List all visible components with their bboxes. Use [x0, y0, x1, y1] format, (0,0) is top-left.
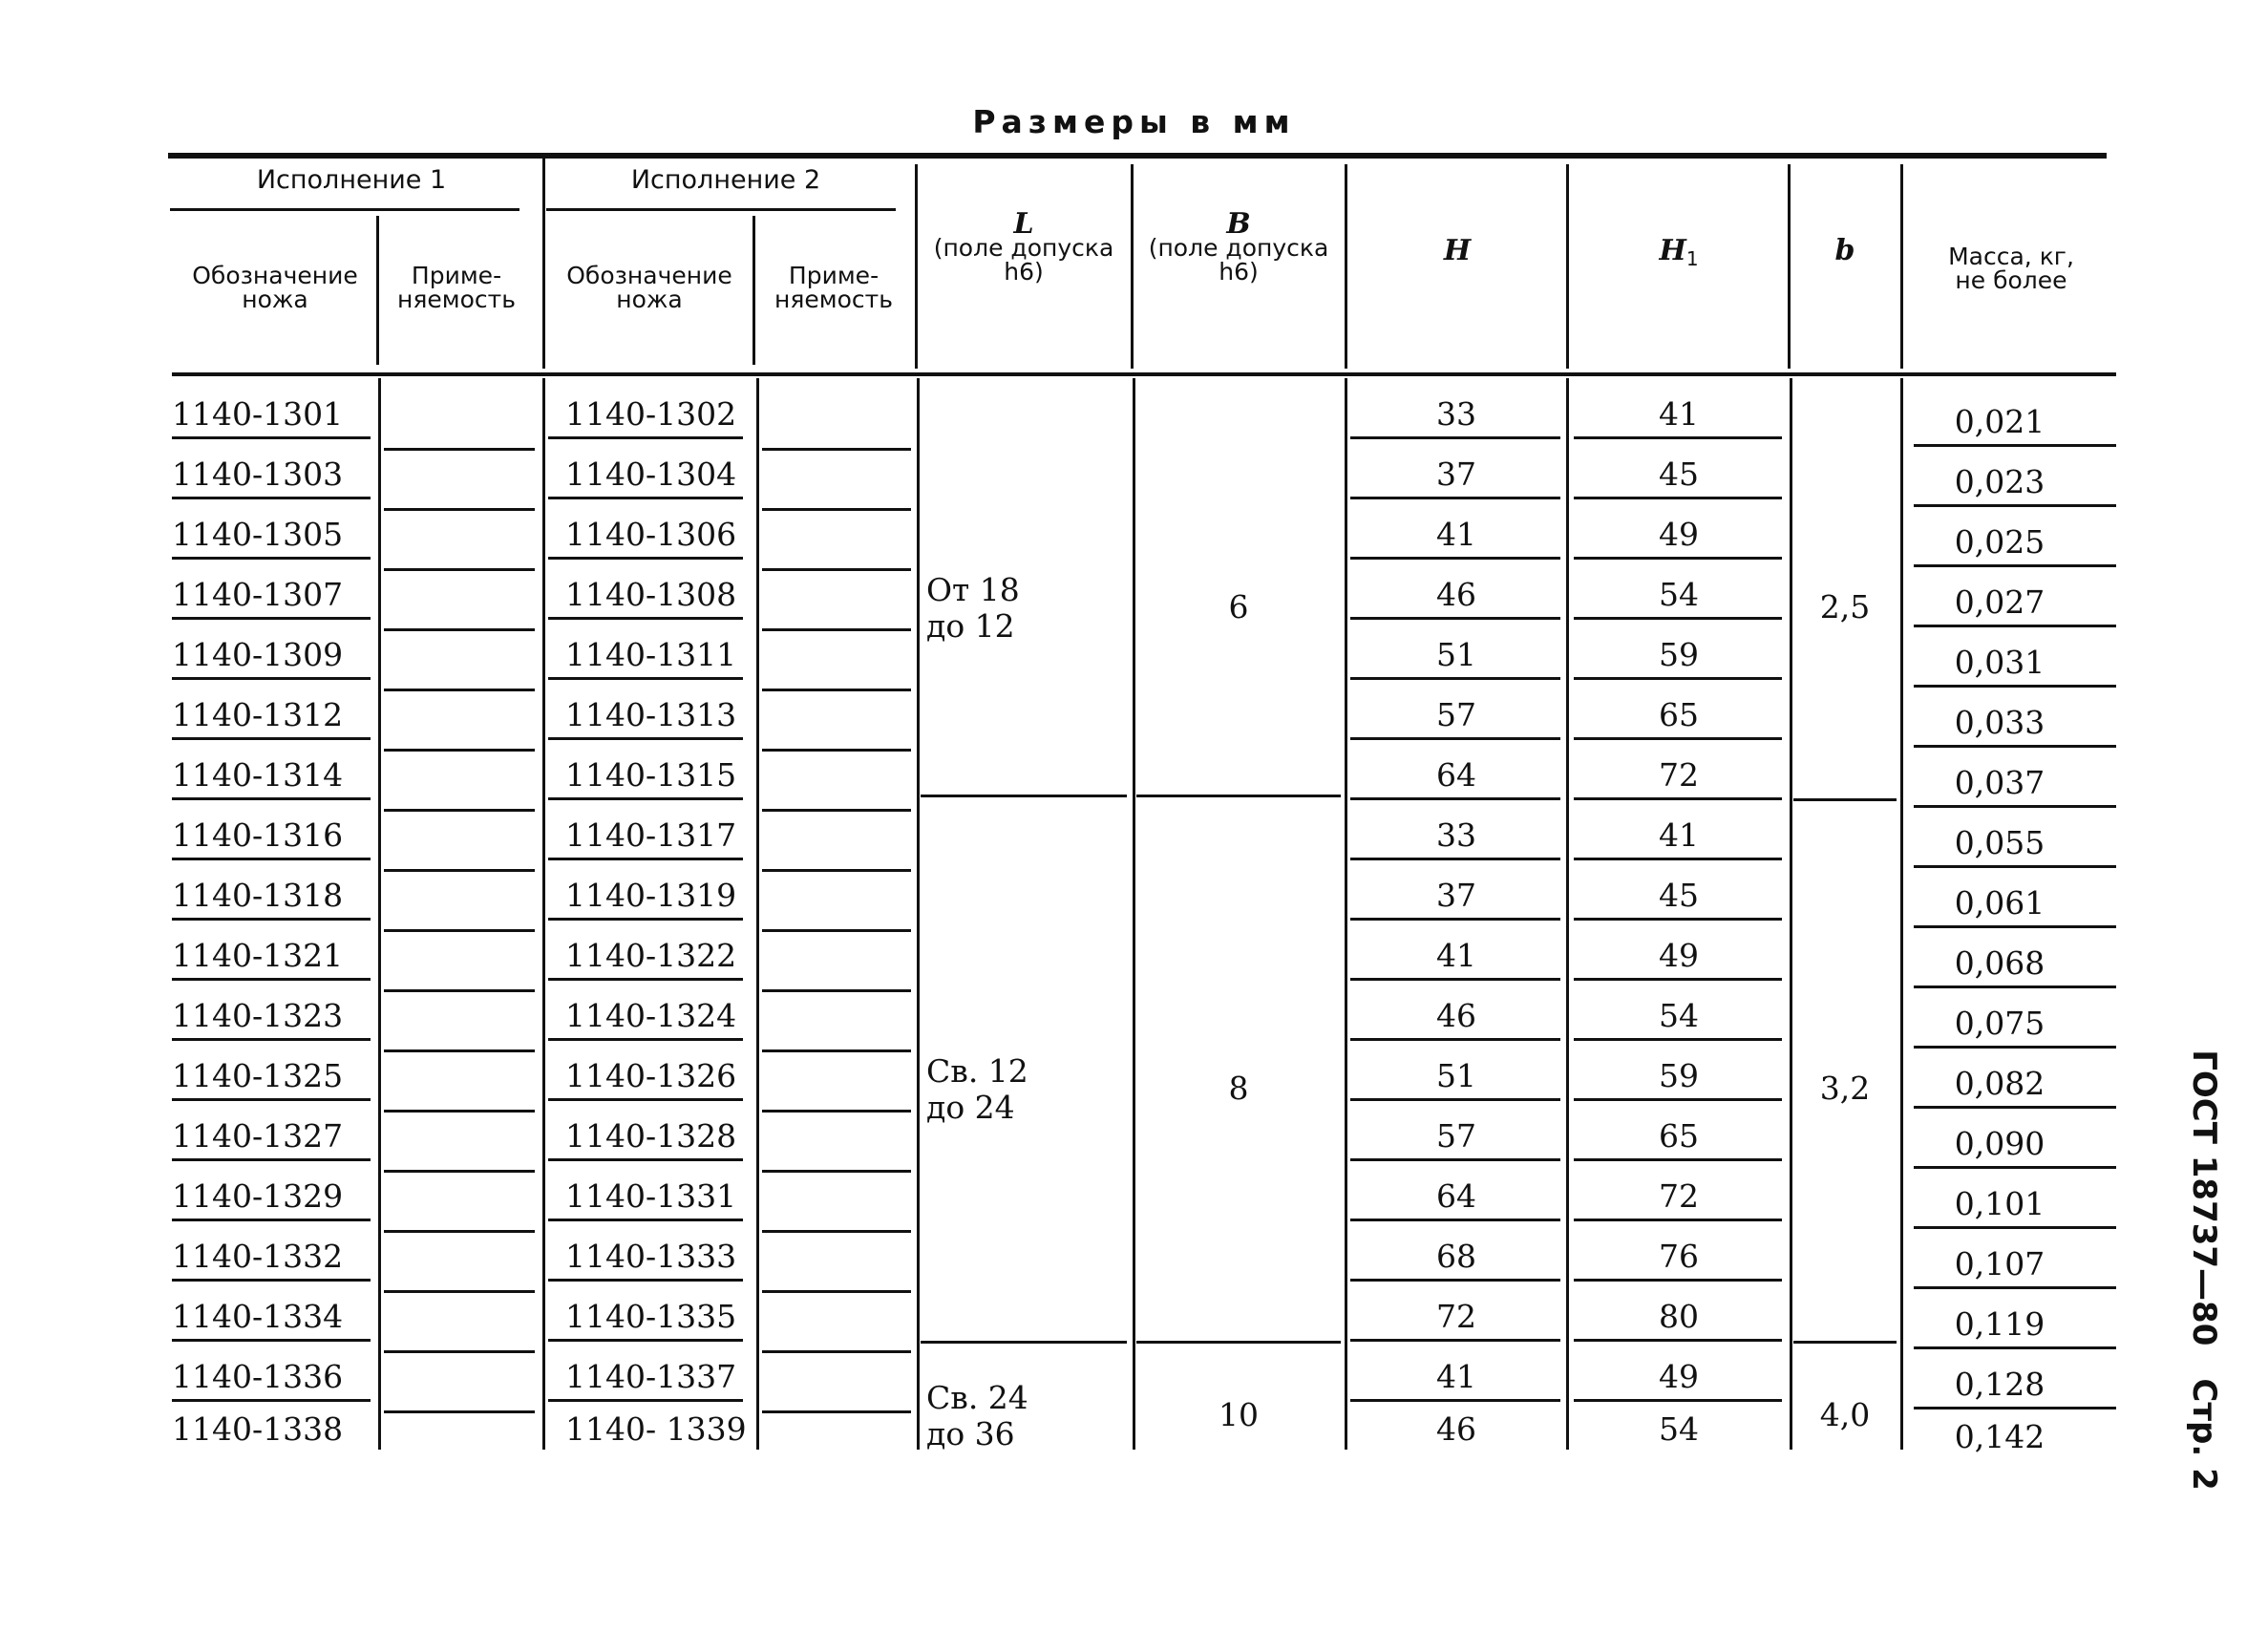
applicability-rule [762, 809, 911, 812]
width-cell: 6 [1228, 587, 1249, 625]
designation-2-cell: 1140-1317 [565, 816, 737, 854]
row-rule [548, 497, 743, 499]
row-rule [172, 1219, 371, 1221]
group-rule [1136, 1341, 1341, 1344]
header-text: h6) [1219, 258, 1259, 286]
designation-1-cell: 1140-1314 [172, 756, 344, 794]
header-symbol: H [1659, 234, 1686, 267]
row-rule [1574, 1219, 1782, 1221]
designation-1-cell: 1140-1329 [172, 1177, 344, 1215]
row-rule [1574, 918, 1782, 921]
row-rule [1574, 1098, 1782, 1101]
header-mass [1904, 244, 2118, 292]
row-rule [1914, 986, 2116, 988]
row-rule [1914, 925, 2116, 928]
H-cell: 51 [1436, 1057, 1476, 1094]
header-text: h6) [1004, 258, 1044, 286]
row-rule [1350, 436, 1560, 439]
applicability-rule [762, 448, 911, 451]
row-rule [172, 497, 371, 499]
designation-2-cell: 1140-1306 [565, 516, 737, 553]
header-text: няемость [397, 286, 516, 313]
header-designation-1 [170, 264, 380, 311]
H-cell: 37 [1436, 456, 1476, 493]
designation-1-cell: 1140-1312 [172, 696, 344, 733]
row-rule [1350, 497, 1560, 499]
length-range-cell [926, 1380, 1028, 1452]
row-rule [1574, 797, 1782, 800]
body-column-rule [1566, 378, 1569, 1450]
designation-2-cell: 1140-1324 [565, 997, 737, 1034]
row-rule [172, 978, 371, 981]
mass-cell: 0,061 [1954, 884, 2045, 922]
H-cell: 57 [1436, 696, 1476, 733]
header-B [1133, 207, 1345, 286]
row-rule [1574, 1279, 1782, 1282]
applicability-rule [384, 989, 535, 992]
row-rule [548, 1399, 743, 1402]
applicability-rule [762, 508, 911, 511]
table-caption: Размеры в мм [972, 103, 1296, 140]
H-cell: 57 [1436, 1117, 1476, 1155]
applicability-rule [384, 1290, 535, 1293]
applicability-rule [384, 568, 535, 571]
header-text: ножа [242, 286, 308, 313]
mass-cell: 0,023 [1954, 463, 2045, 500]
H-cell: 46 [1436, 997, 1476, 1034]
mass-cell: 0,021 [1954, 403, 2045, 440]
mass-cell: 0,142 [1954, 1418, 2045, 1455]
applicability-rule [384, 929, 535, 932]
designation-1-cell: 1140-1325 [172, 1057, 344, 1094]
row-rule [1350, 737, 1560, 740]
body-column-rule [917, 378, 920, 1450]
row-rule [1350, 978, 1560, 981]
length-range-text: От 18 [926, 570, 1020, 608]
H1-cell: 59 [1659, 1057, 1699, 1094]
row-rule [548, 797, 743, 800]
applicability-rule [762, 929, 911, 932]
header-H [1346, 234, 1568, 267]
mass-cell: 0,082 [1954, 1065, 2045, 1102]
designation-2-cell: 1140- 1339 [565, 1410, 747, 1448]
body-column-rule [1790, 378, 1792, 1450]
H1-cell: 45 [1659, 456, 1699, 493]
row-rule [1574, 858, 1782, 860]
row-rule [1574, 737, 1782, 740]
applicability-rule [384, 1410, 535, 1413]
row-rule [1914, 504, 2116, 507]
row-rule [1350, 1098, 1560, 1101]
row-rule [1574, 978, 1782, 981]
applicability-rule [384, 1110, 535, 1113]
H-cell: 46 [1436, 1410, 1476, 1448]
mass-cell: 0,033 [1954, 704, 2045, 741]
row-rule [1914, 564, 2116, 567]
header-text: няемость [774, 286, 893, 313]
row-rule [548, 737, 743, 740]
designation-2-cell: 1140-1315 [565, 756, 737, 794]
designation-2-cell: 1140-1326 [565, 1057, 737, 1094]
designation-1-cell: 1140-1318 [172, 877, 344, 914]
designation-1-cell: 1140-1338 [172, 1410, 344, 1448]
row-rule [1574, 1038, 1782, 1041]
group-rule [921, 1341, 1127, 1344]
body-column-rule [542, 378, 545, 1450]
header-b [1790, 234, 1900, 267]
row-rule [1914, 805, 2116, 808]
applicability-rule [384, 628, 535, 631]
header-column-rule [1131, 164, 1134, 369]
row-rule [172, 1158, 371, 1161]
designation-1-cell: 1140-1332 [172, 1238, 344, 1275]
row-rule [172, 677, 371, 680]
designation-1-cell: 1140-1316 [172, 816, 344, 854]
H1-cell: 72 [1659, 756, 1699, 794]
row-rule [172, 1038, 371, 1041]
row-rule [172, 617, 371, 620]
row-rule [548, 617, 743, 620]
row-rule [1914, 1346, 2116, 1349]
H-cell: 72 [1436, 1298, 1476, 1335]
row-rule [1914, 1407, 2116, 1409]
mass-cell: 0,090 [1954, 1125, 2045, 1162]
applicability-rule [762, 749, 911, 752]
header-symbol: H [1443, 234, 1472, 267]
length-range-cell [926, 572, 1020, 645]
designation-2-cell: 1140-1331 [565, 1177, 737, 1215]
header-applicability-1 [380, 264, 533, 311]
row-rule [548, 1098, 743, 1101]
H1-cell: 80 [1659, 1298, 1699, 1335]
designation-1-cell: 1140-1303 [172, 456, 344, 493]
designation-2-cell: 1140-1319 [565, 877, 737, 914]
H1-cell: 49 [1659, 937, 1699, 974]
row-rule [1914, 1166, 2116, 1169]
designation-1-cell: 1140-1327 [172, 1117, 344, 1155]
applicability-rule [384, 1230, 535, 1233]
header-symbol: L [1013, 207, 1034, 241]
row-rule [172, 918, 371, 921]
gost-number: ГОСТ 18737—80 [2185, 1049, 2223, 1346]
row-rule [1574, 557, 1782, 560]
header-text: (поле допуска [1148, 234, 1329, 262]
H1-cell: 54 [1659, 1410, 1699, 1448]
header-group-rule [170, 208, 519, 211]
length-range-cell [926, 1053, 1028, 1126]
header-column-rule [1566, 164, 1569, 369]
designation-1-cell: 1140-1323 [172, 997, 344, 1034]
H-cell: 46 [1436, 576, 1476, 613]
row-rule [548, 1219, 743, 1221]
length-range-text: Св. 12 [926, 1051, 1028, 1090]
row-rule [1914, 1286, 2116, 1289]
row-rule [172, 436, 371, 439]
H-cell: 41 [1436, 516, 1476, 553]
mass-cell: 0,068 [1954, 944, 2045, 982]
b-cell: 2,5 [1819, 587, 1871, 625]
header-group-1: Исполнение 1 [256, 165, 447, 195]
header-group-2: Исполнение 2 [630, 165, 821, 195]
applicability-rule [384, 508, 535, 511]
row-rule [548, 1279, 743, 1282]
applicability-rule [762, 1290, 911, 1293]
H1-cell: 54 [1659, 997, 1699, 1034]
row-rule [1914, 745, 2116, 748]
row-rule [548, 1038, 743, 1041]
row-rule [548, 1339, 743, 1342]
applicability-rule [762, 1230, 911, 1233]
row-rule [1914, 865, 2116, 868]
row-rule [1574, 677, 1782, 680]
header-column-rule [542, 159, 545, 369]
row-rule [1350, 1038, 1560, 1041]
header-text: Приме- [411, 262, 502, 289]
header-column-rule [752, 216, 755, 365]
row-rule [172, 858, 371, 860]
row-rule [548, 858, 743, 860]
applicability-rule [762, 568, 911, 571]
mass-cell: 0,025 [1954, 523, 2045, 561]
row-rule [1914, 1106, 2116, 1109]
header-text: Приме- [788, 262, 880, 289]
H1-cell: 41 [1659, 816, 1699, 854]
row-rule [1914, 1226, 2116, 1229]
row-rule [172, 1339, 371, 1342]
applicability-rule [384, 448, 535, 451]
row-rule [1914, 1046, 2116, 1049]
row-rule [1350, 918, 1560, 921]
row-rule [1574, 1339, 1782, 1342]
mass-cell: 0,075 [1954, 1005, 2045, 1042]
header-symbol: B [1226, 207, 1251, 241]
group-rule [1793, 1341, 1897, 1344]
row-rule [548, 436, 743, 439]
applicability-rule [384, 689, 535, 691]
designation-2-cell: 1140-1322 [565, 937, 737, 974]
row-rule [1350, 617, 1560, 620]
designation-2-cell: 1140-1311 [565, 636, 737, 673]
header-applicability-2 [756, 264, 911, 311]
header-subscript: 1 [1685, 247, 1699, 270]
H1-cell: 65 [1659, 696, 1699, 733]
row-rule [1350, 1219, 1560, 1221]
applicability-rule [384, 809, 535, 812]
designation-2-cell: 1140-1328 [565, 1117, 737, 1155]
designation-1-cell: 1140-1321 [172, 937, 344, 974]
group-rule [1793, 798, 1897, 801]
H1-cell: 72 [1659, 1177, 1699, 1215]
header-bottom-rule [172, 372, 2116, 376]
designation-1-cell: 1140-1334 [172, 1298, 344, 1335]
applicability-rule [384, 1170, 535, 1173]
row-rule [1350, 1158, 1560, 1161]
applicability-rule [762, 628, 911, 631]
row-rule [1350, 557, 1560, 560]
row-rule [548, 557, 743, 560]
row-rule [1574, 617, 1782, 620]
mass-cell: 0,101 [1954, 1185, 2045, 1222]
applicability-rule [762, 869, 911, 872]
applicability-rule [384, 1049, 535, 1052]
designation-1-cell: 1140-1307 [172, 576, 344, 613]
row-rule [1350, 1279, 1560, 1282]
H-cell: 37 [1436, 877, 1476, 914]
body-column-rule [378, 378, 381, 1450]
header-text: Обозначение [192, 262, 358, 289]
length-range-text: до 24 [926, 1088, 1015, 1126]
row-rule [172, 737, 371, 740]
row-rule [1350, 1339, 1560, 1342]
designation-2-cell: 1140-1308 [565, 576, 737, 613]
applicability-rule [762, 989, 911, 992]
designation-1-cell: 1140-1336 [172, 1358, 344, 1395]
header-text: Масса, кг, [1948, 243, 2074, 270]
side-label [2185, 1049, 2223, 1491]
row-rule [548, 1158, 743, 1161]
mass-cell: 0,119 [1954, 1305, 2045, 1343]
applicability-rule [384, 869, 535, 872]
header-column-rule [915, 164, 918, 369]
header-text: не более [1955, 266, 2067, 294]
row-rule [1914, 625, 2116, 627]
group-rule [1136, 795, 1341, 797]
applicability-rule [762, 1350, 911, 1353]
row-rule [1350, 858, 1560, 860]
header-text: ножа [616, 286, 683, 313]
applicability-rule [762, 1170, 911, 1173]
b-cell: 4,0 [1819, 1396, 1871, 1433]
header-symbol: b [1834, 234, 1855, 267]
H-cell: 41 [1436, 1358, 1476, 1395]
header-column-rule [376, 216, 379, 365]
H1-cell: 49 [1659, 1358, 1699, 1395]
designation-1-cell: 1140-1301 [172, 395, 344, 433]
H-cell: 41 [1436, 937, 1476, 974]
width-cell: 8 [1228, 1069, 1249, 1107]
H-cell: 33 [1436, 816, 1476, 854]
designation-2-cell: 1140-1313 [565, 696, 737, 733]
row-rule [1350, 1399, 1560, 1402]
mass-cell: 0,031 [1954, 644, 2045, 681]
mass-cell: 0,055 [1954, 824, 2045, 861]
H-cell: 68 [1436, 1238, 1476, 1275]
applicability-rule [762, 689, 911, 691]
header-column-rule [1345, 164, 1347, 369]
applicability-rule [762, 1110, 911, 1113]
row-rule [548, 677, 743, 680]
group-rule [921, 795, 1127, 797]
body-column-rule [756, 378, 759, 1450]
header-group-rule [546, 208, 896, 211]
mass-cell: 0,027 [1954, 583, 2045, 621]
row-rule [1574, 436, 1782, 439]
H-cell: 33 [1436, 395, 1476, 433]
length-range-text: Св. 24 [926, 1379, 1028, 1416]
row-rule [548, 918, 743, 921]
row-rule [172, 1098, 371, 1101]
H1-cell: 54 [1659, 576, 1699, 613]
header-column-rule [1788, 164, 1791, 369]
mass-cell: 0,037 [1954, 764, 2045, 801]
H1-cell: 59 [1659, 636, 1699, 673]
designation-2-cell: 1140-1302 [565, 395, 737, 433]
applicability-rule [384, 1350, 535, 1353]
row-rule [172, 1399, 371, 1402]
H-cell: 51 [1436, 636, 1476, 673]
header-designation-2 [544, 264, 754, 311]
width-cell: 10 [1219, 1396, 1259, 1433]
table-top-rule [168, 153, 2107, 159]
H1-cell: 49 [1659, 516, 1699, 553]
designation-2-cell: 1140-1337 [565, 1358, 737, 1395]
row-rule [1574, 1158, 1782, 1161]
row-rule [172, 1279, 371, 1282]
row-rule [172, 557, 371, 560]
row-rule [1914, 444, 2116, 447]
designation-2-cell: 1140-1335 [565, 1298, 737, 1335]
mass-cell: 0,128 [1954, 1366, 2045, 1403]
designation-1-cell: 1140-1309 [172, 636, 344, 673]
body-column-rule [1133, 378, 1135, 1450]
designation-1-cell: 1140-1305 [172, 516, 344, 553]
row-rule [1350, 797, 1560, 800]
row-rule [1914, 685, 2116, 688]
row-rule [1574, 497, 1782, 499]
designation-2-cell: 1140-1304 [565, 456, 737, 493]
mass-cell: 0,107 [1954, 1245, 2045, 1282]
applicability-rule [384, 749, 535, 752]
header-text: (поле допуска [933, 234, 1114, 262]
row-rule [172, 797, 371, 800]
H1-cell: 76 [1659, 1238, 1699, 1275]
body-column-rule [1900, 378, 1903, 1450]
page-number: Стр. 2 [2185, 1378, 2223, 1491]
header-L [917, 207, 1131, 286]
H1-cell: 65 [1659, 1117, 1699, 1155]
row-rule [1574, 1399, 1782, 1402]
row-rule [1350, 677, 1560, 680]
applicability-rule [762, 1410, 911, 1413]
H-cell: 64 [1436, 1177, 1476, 1215]
header-text: Обозначение [566, 262, 732, 289]
H1-cell: 41 [1659, 395, 1699, 433]
applicability-rule [762, 1049, 911, 1052]
length-range-text: до 12 [926, 606, 1015, 645]
length-range-text: до 36 [926, 1415, 1015, 1452]
designation-2-cell: 1140-1333 [565, 1238, 737, 1275]
header-H1 [1570, 234, 1788, 271]
H1-cell: 45 [1659, 877, 1699, 914]
H-cell: 64 [1436, 756, 1476, 794]
b-cell: 3,2 [1819, 1069, 1871, 1107]
header-column-rule [1900, 164, 1903, 369]
row-rule [548, 978, 743, 981]
